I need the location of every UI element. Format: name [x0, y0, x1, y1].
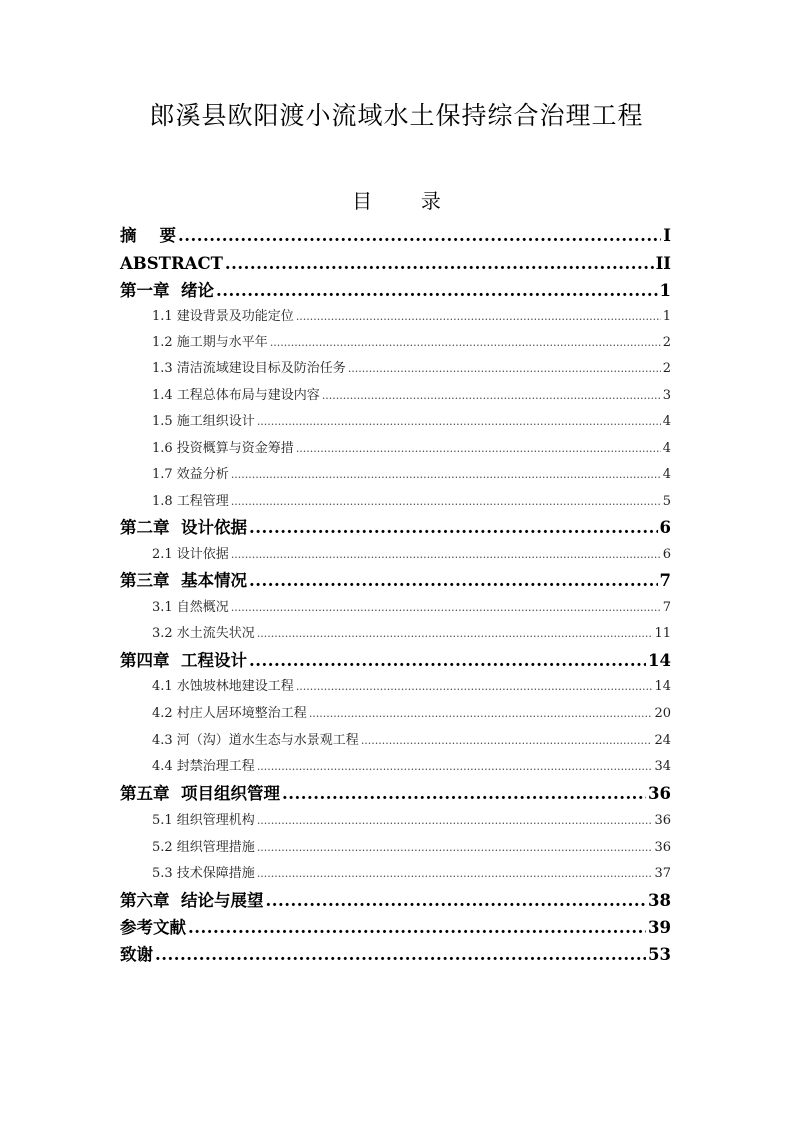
toc-leader-dots: [178, 222, 661, 250]
toc-entry-label: 4.2 村庄人居环境整治工程: [152, 706, 307, 721]
toc-entry-page: 37: [654, 866, 671, 881]
toc-entry-page: 34: [654, 759, 671, 774]
toc-entry-page: 3: [662, 388, 671, 403]
document-title: 郎溪县欧阳渡小流域水土保持综合治理工程: [149, 101, 644, 130]
toc-leader-dots: [348, 357, 661, 381]
toc-entry-label: 第二章 设计依据: [120, 518, 247, 537]
toc-entry-label: 1.7 效益分析: [152, 467, 229, 482]
toc-leader-dots: [282, 780, 646, 808]
toc-entry-label: 第四章 工程设计: [120, 651, 247, 670]
toc-entry-page: 24: [654, 733, 671, 748]
toc-leader-dots: [322, 384, 661, 408]
toc-entry-page: 6: [659, 518, 671, 537]
toc-entry-page: 20: [654, 706, 671, 721]
toc-entry-chapter-1[interactable]: [120, 277, 671, 305]
toc-entry-references[interactable]: [120, 914, 671, 942]
toc-leader-dots: [231, 490, 661, 514]
toc-entry-section-4-3[interactable]: [120, 729, 671, 753]
toc-entry-page: 1: [659, 281, 671, 300]
toc-leader-dots: [296, 305, 661, 329]
toc-entry-page: 36: [654, 840, 671, 855]
toc-leader-dots: [257, 862, 653, 886]
toc-entry-label: ABSTRACT: [120, 254, 223, 273]
toc-entry-section-1-6[interactable]: [120, 437, 671, 461]
toc-leader-dots: [266, 887, 647, 915]
toc-entry-label: 参考文献: [120, 918, 186, 937]
toc-entry-label: 致谢: [120, 945, 153, 964]
toc-entry-section-1-7[interactable]: [120, 463, 671, 487]
toc-entry-abstract-cn[interactable]: [120, 222, 671, 250]
toc-entry-section-3-1[interactable]: [120, 596, 671, 620]
toc-entry-page: 38: [648, 891, 671, 910]
toc-entry-page: 4: [662, 441, 671, 456]
toc-entry-label: 3.2 水土流失状况: [152, 626, 255, 641]
toc-entry-section-1-4[interactable]: [120, 384, 671, 408]
toc-entry-page: 6: [662, 547, 671, 562]
toc-entry-label: 第一章 绪论: [120, 281, 214, 300]
toc-entry-page: I: [663, 226, 671, 245]
toc-entry-label: 1.3 清洁流域建设目标及防治任务: [152, 361, 346, 376]
toc-leader-dots: [225, 250, 654, 278]
toc-entry-section-2-1[interactable]: [120, 543, 671, 567]
toc-entry-page: 14: [648, 651, 671, 670]
toc-entry-page: 7: [662, 600, 671, 615]
toc-entry-label: 第三章 基本情况: [120, 571, 247, 590]
toc-entry-label: 第六章 结论与展望: [120, 891, 264, 910]
toc-entry-label: 5.2 组织管理措施: [152, 840, 255, 855]
toc-entry-acknowledgements[interactable]: [120, 941, 671, 969]
toc-entry-section-4-2[interactable]: [120, 702, 671, 726]
toc-entry-section-1-5[interactable]: [120, 410, 671, 434]
toc-entry-page: 53: [648, 945, 671, 964]
toc-entry-chapter-6[interactable]: [120, 887, 671, 915]
toc-entry-chapter-2[interactable]: [120, 514, 671, 542]
toc-leader-dots: [257, 836, 653, 860]
toc-entry-section-5-1[interactable]: [120, 809, 671, 833]
toc-leader-dots: [249, 647, 646, 675]
toc-leader-dots: [231, 543, 661, 567]
toc-entry-chapter-5[interactable]: [120, 780, 671, 808]
toc-entry-page: 4: [662, 467, 671, 482]
toc-entry-label: 5.3 技术保障措施: [152, 866, 255, 881]
toc-leader-dots: [188, 914, 646, 942]
toc-entry-page: 36: [648, 784, 671, 803]
toc-entry-label: 1.2 施工期与水平年: [152, 335, 268, 350]
toc-entry-label: 第五章 项目组织管理: [120, 784, 280, 803]
toc-entry-label: 4.4 封禁治理工程: [152, 759, 255, 774]
toc-leader-dots: [155, 941, 646, 969]
toc-entry-label: 2.1 设计依据: [152, 547, 229, 562]
toc-leader-dots: [270, 331, 661, 355]
toc-leader-dots: [231, 463, 661, 487]
toc-entry-section-5-2[interactable]: [120, 836, 671, 860]
toc-entry-page: 36: [654, 813, 671, 828]
toc-leader-dots: [361, 729, 653, 753]
toc-entry-page: 2: [662, 361, 671, 376]
toc-entry-page: 7: [659, 571, 671, 590]
toc-entry-page: 39: [648, 918, 671, 937]
toc-entry-label: 1.1 建设背景及功能定位: [152, 309, 294, 324]
toc-entry-section-1-1[interactable]: [120, 305, 671, 329]
toc-leader-dots: [257, 809, 653, 833]
toc-entry-label: 4.3 河（沟）道水生态与水景观工程: [152, 733, 359, 748]
toc-entry-label: 1.4 工程总体布局与建设内容: [152, 388, 320, 403]
toc-entry-section-4-4[interactable]: [120, 755, 671, 779]
toc-leader-dots: [231, 596, 661, 620]
toc-leader-dots: [257, 755, 653, 779]
toc-entry-label: 摘 要: [120, 226, 176, 245]
toc-leader-dots: [257, 622, 653, 646]
toc-heading: 目 录: [352, 189, 441, 213]
toc-entry-page: 5: [662, 494, 671, 509]
toc-entry-abstract-en[interactable]: [120, 250, 671, 278]
toc-entry-page: 2: [662, 335, 671, 350]
toc-entry-section-3-2[interactable]: [120, 622, 671, 646]
toc-leader-dots: [216, 277, 658, 305]
toc-entry-section-5-3[interactable]: [120, 862, 671, 886]
toc-entry-label: 3.1 自然概况: [152, 600, 229, 615]
toc-entry-page: II: [655, 254, 671, 273]
toc-entry-label: 4.1 水蚀坡林地建设工程: [152, 679, 294, 694]
toc-entry-label: 1.5 施工组织设计: [152, 414, 255, 429]
toc-leader-dots: [296, 437, 661, 461]
toc-entry-page: 11: [654, 626, 671, 641]
toc-leader-dots: [249, 567, 658, 595]
toc-leader-dots: [309, 702, 653, 726]
toc-entry-section-1-3[interactable]: [120, 357, 671, 381]
toc-entry-section-1-2[interactable]: [120, 331, 671, 355]
toc-entry-section-4-1[interactable]: [120, 675, 671, 699]
toc-entry-page: 4: [662, 414, 671, 429]
toc-leader-dots: [257, 410, 661, 434]
toc-entry-chapter-3[interactable]: [120, 567, 671, 595]
toc-entry-chapter-4[interactable]: [120, 647, 671, 675]
toc-leader-dots: [249, 514, 658, 542]
toc-entry-page: 1: [662, 309, 671, 324]
toc-entry-label: 1.8 工程管理: [152, 494, 229, 509]
toc-entry-label: 1.6 投资概算与资金筹措: [152, 441, 294, 456]
toc-entry-section-1-8[interactable]: [120, 490, 671, 514]
toc-leader-dots: [296, 675, 653, 699]
toc-entry-page: 14: [654, 679, 671, 694]
toc-entry-label: 5.1 组织管理机构: [152, 813, 255, 828]
